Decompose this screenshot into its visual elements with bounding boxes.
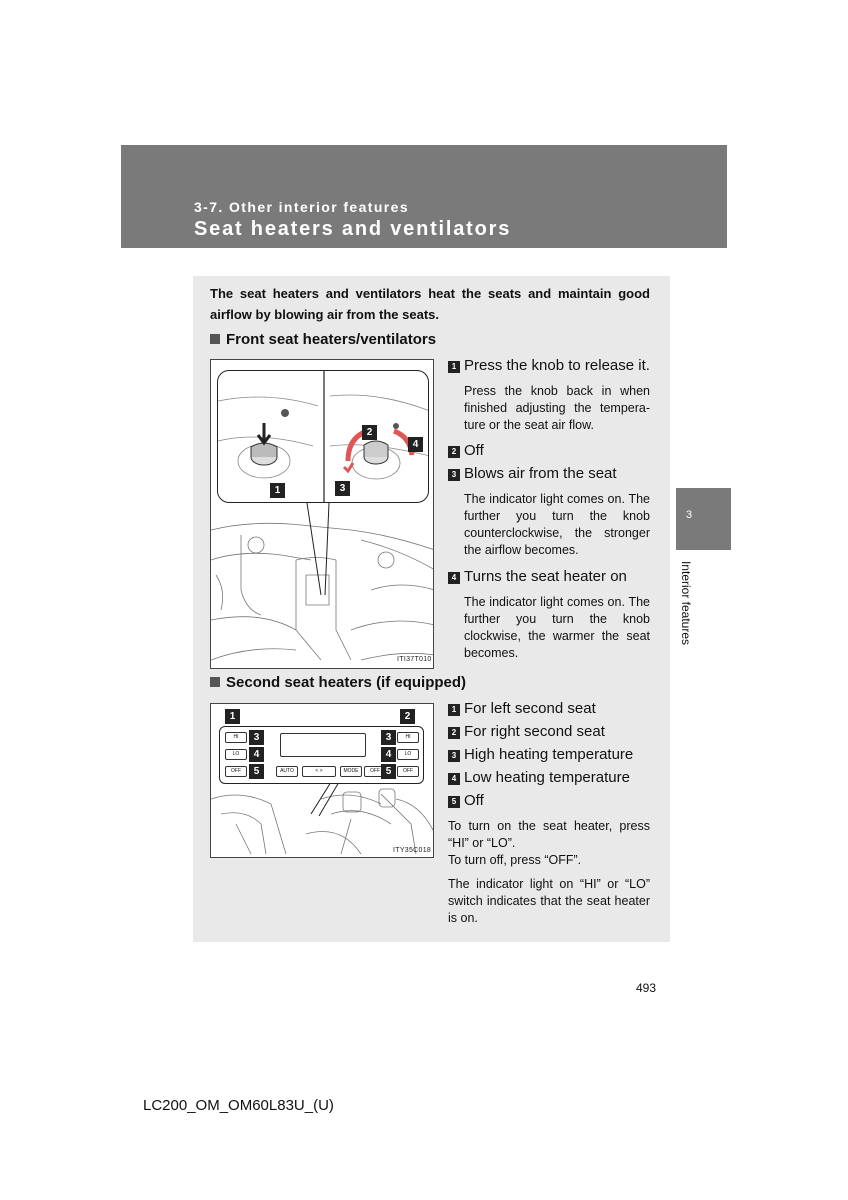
hi-button-right[interactable]: HI [397, 732, 419, 743]
callout-4: 4 [408, 437, 423, 452]
chapter-tab[interactable] [676, 488, 731, 550]
callout-1: 1 [225, 709, 240, 724]
off-button-right[interactable]: OFF [397, 766, 419, 777]
off-button-left[interactable]: OFF [225, 766, 247, 777]
second-heading: Second seat heaters (if equipped) [210, 674, 466, 691]
second-item-5: 5 Off [448, 792, 484, 810]
chapter-label-text: Interior features [679, 560, 694, 645]
hi-button-left[interactable]: HI [225, 732, 247, 743]
front-item-3-desc: The indicator light comes on. The further you turn the knob counterclockwise, the stronger the airflow becomes. [464, 492, 650, 557]
front-heading: Front seat heaters/ventilators [210, 331, 436, 348]
section-label: 3-7. Other interior features [194, 199, 410, 215]
climate-display [280, 733, 366, 757]
front-item-1: 1 Press the knob to release it. [448, 357, 650, 375]
front-item-4-desc: The indicator light comes on. The further you turn the knob clockwise, the warmer the seat becomes. [464, 595, 650, 660]
lo-button-left[interactable]: LO [225, 749, 247, 760]
front-item-3: 3 Blows air from the seat [448, 465, 617, 483]
callout-5-right: 5 [381, 764, 396, 779]
bullet-square-icon [210, 334, 220, 344]
chapter-label [675, 555, 697, 650]
document-id: LC200_OM_OM60L83U_(U) [143, 1097, 334, 1114]
callout-4-right: 4 [381, 747, 396, 762]
callout-4-left: 4 [249, 747, 264, 762]
knob-closeup-illustration [218, 371, 429, 503]
auto-button[interactable]: AUTO [276, 766, 298, 777]
second-item-4: 4 Low heating temperature [448, 769, 630, 787]
front-figure [210, 359, 434, 669]
content-box [193, 276, 670, 942]
second-note-1: To turn on the seat heater, press “HI” or “LO”. To turn off, press “OFF”. [448, 819, 650, 867]
callout-2: 2 [362, 425, 377, 440]
chapter-number: 3 [686, 509, 693, 521]
front-figure-code: ITI37T010 [397, 656, 432, 663]
second-note-2: The indicator light on “HI” or “LO” switch indicates that the seat heater is on. [448, 877, 650, 925]
second-figure [210, 703, 434, 858]
knob-closeup-inset [217, 370, 429, 503]
callout-5-left: 5 [249, 764, 264, 779]
callout-1: 1 [270, 483, 285, 498]
second-item-3: 3 High heating temperature [448, 746, 633, 764]
front-item-4: 4 Turns the seat heater on [448, 568, 627, 586]
callout-3-right: 3 [381, 730, 396, 745]
front-item-2: 2 Off [448, 442, 484, 460]
callout-3: 3 [335, 481, 350, 496]
lo-button-right[interactable]: LO [397, 749, 419, 760]
front-item-1-desc: Press the knob back in when finished adjusting the tempera-ture or the seat air flow. [464, 384, 650, 432]
mode-button[interactable]: MODE [340, 766, 362, 777]
second-item-1: 1 For left second seat [448, 700, 596, 718]
off-button-center[interactable]: OFF [364, 766, 386, 777]
intro-text: The seat heaters and ventilators heat the seats and maintain good airflow by blowing air from the seats. [210, 286, 650, 322]
rear-control-panel [219, 726, 424, 784]
page-number: 493 [636, 981, 657, 995]
second-figure-code: ITY35C018 [393, 847, 432, 854]
callout-3-left: 3 [249, 730, 264, 745]
bullet-square-icon [210, 677, 220, 687]
page-title: Seat heaters and ventilators [194, 218, 512, 240]
callout-2: 2 [400, 709, 415, 724]
second-item-2: 2 For right second seat [448, 723, 605, 741]
header-band [121, 145, 727, 248]
temp-arrows-button[interactable]: < > [302, 766, 336, 777]
